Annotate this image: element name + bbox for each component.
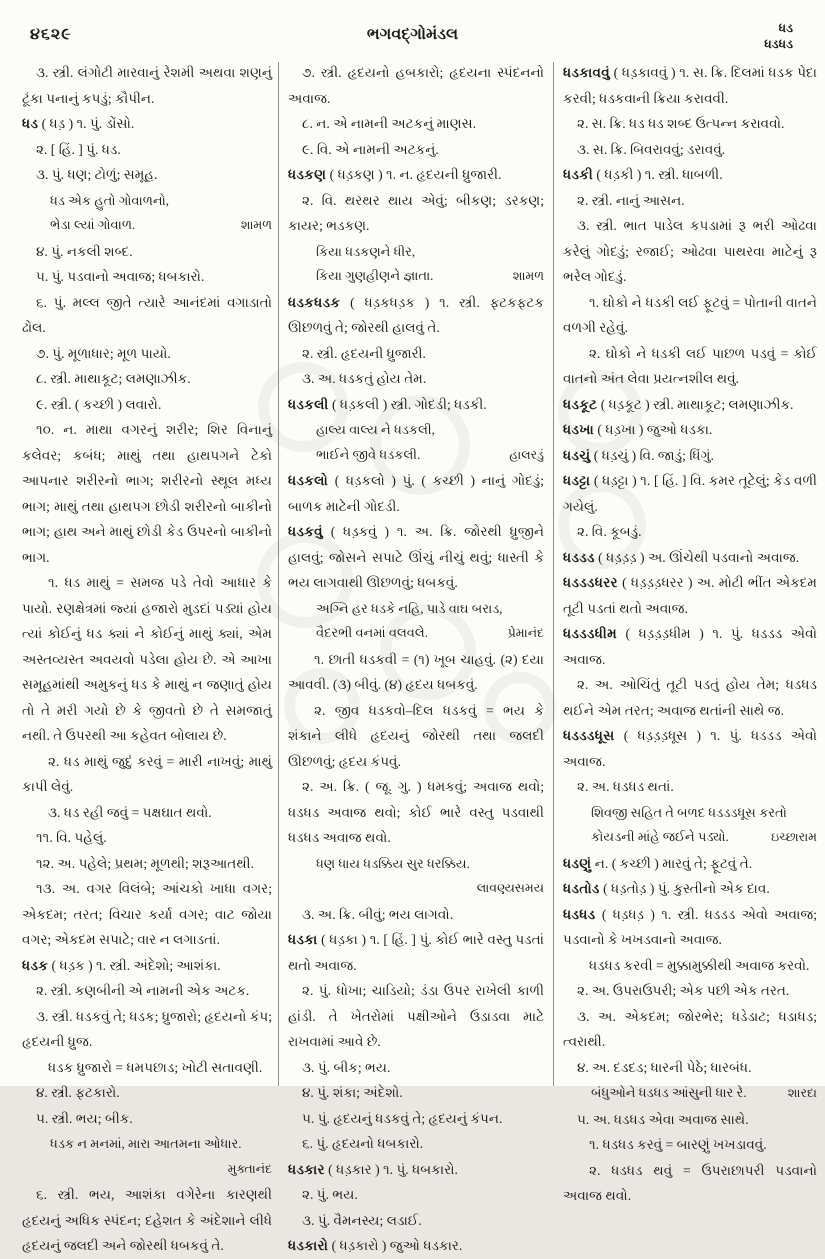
verse-author: હાલરડું	[509, 447, 544, 462]
verse-line	[316, 597, 544, 622]
dictionary-entry: ધડકાર ( ધડ઼કાર ) ૧. પું. ધબકારો.	[288, 1161, 458, 1177]
verse-text: ભેડા લ્યાં ગોવાળ.	[50, 217, 136, 232]
dictionary-entry: ધડતોડ ( ધડ઼તોડ઼ ) પું. કુસ્તીનો એક દાવ.	[563, 881, 770, 896]
verse-quote	[288, 852, 544, 901]
verse-text: બંધુઓને ધડધડ આંસુની ધાર રે.	[591, 1085, 747, 1100]
idiom-item: ૩. ધડ રહી જવું = પક્ષઘાત થવો.	[48, 804, 212, 820]
sense-item: ૪. પું. નકલી શબ્દ.	[36, 243, 133, 259]
sense-item: ૭. પું. મૂળાધાર; મૂળ પાયો.	[36, 345, 171, 361]
headword: ધડડડધીમ	[563, 626, 617, 641]
sense-item: ૩. પું. ધણ; ટોળું; સમૂહ.	[36, 167, 158, 182]
sense-item: ૩. અ. ધડકતું હોય તેમ.	[302, 371, 427, 386]
verse-text: ધડ એક હુતો ગોવાળનો,	[50, 192, 170, 208]
dictionary-entry: ધડ ( ધડ઼ ) ૧. પું. ડોંસો.	[22, 116, 135, 131]
verse-author: પ્રેમાનંદ	[507, 626, 544, 640]
verse-line	[50, 1157, 272, 1182]
sense-item: ૬. પું. હૃદયનો ધબકારો.	[302, 1136, 424, 1151]
verse-author: શામળ	[240, 218, 272, 232]
dictionary-entry: ધડડડધીમ ( ધડ઼ડ઼ડ઼ધીમ ) ૧. પું. ધડડડ એવો અવાજ.	[563, 626, 817, 667]
sense-item: ૧૩. અ. વગર વિલંબે; આંચકો ખાધા વગર; એકદમ; તરત; વિચાર કર્યા વગર; વાટ જોયા વગર; એકદમ સપાટે; વાર ન લગાડતાં.	[22, 881, 272, 947]
verse-text: ધણ ધાય ધડક્કિય સુર ધરક્કિય.	[316, 855, 470, 871]
headword: ધડકાર	[288, 1161, 325, 1177]
verse-text: ધડક ન મનમાં, મારા આતમના ઓધાર.	[50, 1136, 242, 1151]
verse-quote	[288, 418, 544, 467]
dictionary-entry: ધડકણ ( ધડ઼કણ ) ૧. ન. હૃદયની ધ્રુજારી.	[288, 167, 502, 182]
sense-item: ૩. અ. ક્રિ. બીવું; ભય લાગવો.	[302, 906, 454, 922]
sense-item: ૩. સ્ત્રી. લંગોટી મારવાનું રેશમી અથવા શણનું ટૂંકા પનાનું કપડું; કૌપીન.	[22, 65, 272, 106]
verse-text: ભાઈને જીવે ધડકલી.	[316, 446, 421, 462]
sense-item: ૨. વિ. થરથર થાય એવું; બીકણ; ડરકણ; કાયર; ભડકણ.	[288, 192, 544, 233]
dictionary-entry: ધડટ્ટા ( ધડ઼ટ્ટા ) ૧. [ હિં. ] વિ. કમર તૂટેલું; કેડ વળી ગયેલું.	[563, 473, 817, 514]
sense-item: ૧૨. અ. પહેલે; પ્રથમ; મૂળથી; શરૂઆતથી.	[36, 855, 254, 871]
verse-author: શામળ	[512, 269, 544, 283]
headword: ધડટ્ટા	[563, 473, 591, 488]
dictionary-entry: ધડધડ ( ધડ઼ધડ઼ ) ૧. સ્ત્રી. ધડડડ એવો અવાજ; પડવાનો કે ખખડવાનો અવાજ.	[563, 906, 817, 947]
sense-item: ૨. અ. ધડધડ થતાં.	[577, 779, 674, 794]
headword: ધડડડધૂસ	[563, 728, 615, 743]
sense-item: ૪. અ. દડદડ; ધારની પેઠે; ધારબંધ.	[577, 1059, 752, 1075]
verse-quote	[22, 1132, 272, 1181]
verse-quote	[288, 240, 544, 289]
dictionary-entry: ધડખા ( ધડ઼ખા ) જુઓ ધડકા.	[563, 422, 713, 437]
headword: ધડધડ	[563, 906, 596, 922]
verse-text: કિયા ધડકણને ધીર,	[316, 243, 416, 259]
verse-author: મુક્તાનંદ	[227, 1161, 272, 1176]
verse-line	[316, 876, 544, 901]
sense-item: ૨. સ્ત્રી. નાનું આસન.	[577, 192, 685, 208]
sense-item: ૫. પું. હૃદયનું ધડકવું તે; હૃદયનું કંપન.	[302, 1110, 503, 1126]
verse-quote	[563, 801, 817, 850]
sense-item: ૮. ન. એ નામની અટકનું માણસ.	[302, 116, 476, 131]
text-columns	[22, 60, 817, 1253]
column-2	[279, 60, 553, 1253]
headword: ધડક	[22, 957, 49, 973]
column-1	[22, 60, 278, 1253]
sense-item: ૨. વિ. કૂબડું.	[577, 524, 642, 539]
dictionary-entry: ધડકા ( ધડ઼કા ) ૧. [ હિં. ] પું. કોઈ ભારે વસ્તુ પડતાં થતો અવાજ.	[288, 932, 544, 973]
headword: ધડડડધરર	[563, 575, 618, 590]
dictionary-entry: ધડકાવવું ( ધડ઼કાવવું ) ૧. સ. ક્રિ. દિલમાં ધડક પેદા કરવી; ધડકવાની ક્રિયા કરાવવી.	[563, 65, 817, 106]
sense-item: ૧૦. ન. માથા વગરનું શરીર; શિર વિનાનું કલેવર; કબંધ; માથું તથા હાથપગને ટેકો આપનાર શરીરનો ભાગ; શરીરનો સ્થૂલ મધ્ય ભાગ; માથું તથા હાથપગ છોડી શરીરનો બાકીનો ભાગ; હાથ અને માથું છોડી કેડ ઉપરનો બાકીનો ભાગ.	[22, 422, 272, 565]
verse-author: લાવણ્યસમય	[476, 881, 544, 895]
headword: ધડકાવવું	[563, 65, 610, 80]
sense-item: ૩. અ. એકદમ; જોરભેર; ધડેડાટ; ધડાધડ; ત્વરાથી.	[563, 1008, 817, 1049]
sense-item: ૨. અ. ઓચિંતું તૂટી પડતું હોય તેમ; ધડધડ થઈને એમ તરત; અવાજ થતાંની સાથે જ.	[563, 677, 817, 718]
idiom-item: ૧. ઘોકો ને ધડકી લઈ ફૂટવું = પોતાની વાતને વળગી રહેવું.	[563, 294, 817, 335]
guide-word-last: ધડધડ	[764, 37, 793, 51]
idiom-item: ૨. ઘોકો ને ધડકી લઈ પાછળ પડવું = કોઈ વાતનો અંત લેવા પ્રયત્નશીલ થવું.	[563, 345, 817, 386]
sense-item: ૯. વિ. એ નામની અટકનું.	[302, 141, 439, 157]
sense-item: ૪. પું. શંકા; અંદેશો.	[302, 1085, 403, 1100]
guide-word-first: ધડ	[778, 21, 793, 35]
headword: ધડચું	[563, 447, 591, 463]
sense-item: ૨. સ. ક્રિ. ધડ ધડ શબ્દ ઉત્પન્ન કરાવવો.	[577, 116, 785, 131]
dictionary-entry: ધડકલો ( ધડ઼કલો ) પું. ( કચ્છી ) નાનું ગોદડું; બાળક માટેની ગોદડી.	[288, 473, 544, 514]
verse-text: કિયા ગુણહીણને જ્ઞાતા.	[316, 268, 434, 283]
verse-author: શારદા	[787, 1086, 817, 1100]
headword: ધડકૂટ	[563, 396, 598, 412]
page-header	[0, 20, 825, 64]
sense-item: ૫. પું. પડવાનો અવાજ; ધબકારો.	[36, 269, 205, 284]
headword: ધડખા	[563, 422, 595, 437]
idiom-item: ૧. ધડ માથું = સમજ પડે તેવો આધાર કે પાયો. રણક્ષેત્રમાં જ્યાં હજારો મુડદાં પડ્યાં હોય ત્યાં કોઈનું ધડ ક્યાં ને કોઈનું માથું ક્યાં, એમ અસ્તવ્યસ્ત અવયવો પડેલા હોય છે. એ આખા સમૂહમાંથી અમુકનું ધડ કે માથું ન જણાતું હોય તો તે મરી ગયો છે કે જીવતો છે તે સમજાતું નથી. તે ઉપરથી આ કહેવત બોલાય છે.	[22, 575, 272, 743]
dictionary-entry: ધડકધડક ( ધડ઼કધડ઼ક ) ૧. સ્ત્રી. ફટકફટક ઊછળવું તે; જોરથી હાલવું તે.	[288, 294, 544, 335]
dictionary-entry: ધડકલી ( ધડ઼કલી ) સ્ત્રી. ગોદડી; ધડકી.	[288, 396, 487, 412]
sense-item: ૩. સ. ક્રિ. બિવરાવવું; ડરાવવું.	[577, 141, 726, 157]
verse-line	[316, 240, 544, 265]
dictionary-entry: ધડડડધરર ( ધડ઼ડ઼ડ઼ધરર ) અ. મોટી ભીંત એકદમ તૂટી પડતાં થતો અવાજ.	[563, 575, 817, 616]
headword: ધડકલો	[288, 473, 329, 488]
verse-text: વૈદરભી વનમાં વલવલે.	[316, 625, 428, 640]
sense-item: ૩. સ્ત્રી. ધડકવું તે; ધડક; ધ્રુજારો; હૃદયનો કંપ; હૃદયની ધ્રુજ.	[22, 1008, 272, 1049]
verse-line	[316, 443, 544, 468]
idiom-item: ધડક ધ્રુજારો = ધમપછાડ; ખોટી સતાવણી.	[48, 1059, 263, 1075]
sense-item: ૨. સ્ત્રી. કણબીની એ નામની એક અટક.	[36, 983, 250, 998]
sense-item: ૧૧. વિ. પહેલું.	[36, 830, 107, 845]
dictionary-entry: ધડચું ( ધડ઼ચું ) વિ. જાડું; ધિંગું.	[563, 447, 714, 463]
verse-line	[316, 418, 544, 443]
dictionary-entry: ધડડડધૂસ ( ધડ઼ડ઼ડ઼ધૂસ ) ૧. પું. ધડડડ એવો અવાજ.	[563, 728, 817, 769]
verse-line	[316, 264, 544, 289]
verse-quote	[563, 1081, 817, 1106]
verse-line	[591, 1081, 817, 1106]
headword: ધડકા	[288, 932, 318, 947]
sense-item: ૩. પું. વૈમનસ્ય; લડાઈ.	[302, 1212, 422, 1228]
verse-line	[50, 1132, 272, 1157]
sense-item: ૫. સ્ત્રી. ભય; બીક.	[36, 1110, 133, 1126]
sense-item: ૯. સ્ત્રી. ( કચ્છી ) લવારો.	[36, 396, 162, 412]
sense-item: ૨. સ્ત્રી. હૃદયની ધ્રુજારી.	[302, 345, 426, 361]
verse-author: ઇચ્છારામ	[771, 830, 817, 844]
dictionary-entry: ધડકી ( ધડ઼કી ) ૧. સ્ત્રી. ધાબળી.	[563, 167, 723, 182]
sense-item: ૬. સ્ત્રી. ભય, આશંકા વગેરેના કારણથી હૃદયનું અધિક સ્પંદન; દહેશત કે અંદેશાને લીધે હૃદયનું જલદી અને જોરથી ધબકવું તે.	[22, 1187, 272, 1253]
sense-item: ૩. પું. બીક; ભય.	[302, 1059, 391, 1075]
verse-line	[591, 801, 817, 826]
page-title: ભગવદ્ગોમંડલ	[366, 26, 459, 43]
sense-item: ૨. પું. ધોખા; ચાડિયો; ડંડા ઉપર રાખેલી કાળી હાંડી. તે ખેતરોમાં પક્ષીઓને ઉડાડવા માટે રાખવામાં આવે છે.	[288, 983, 544, 1049]
sense-item: ૨. [ હિં. ] પું. ધડ.	[36, 141, 121, 157]
verse-text: શિવજી સહિત તે બળદ ધડડડધૂસ કરતો	[591, 804, 787, 820]
sense-item: ૨. અ. ઉપરાઉપરી; એક પછી એક તરત.	[577, 983, 790, 998]
page-number: ૪૬૨૯	[30, 26, 72, 43]
dictionary-entry: ધડડડ ( ધડ઼ડ઼ડ઼ ) અ. ઊંચેથી પડવાનો અવાજ.	[563, 549, 800, 565]
idiom-item: ૧. છાતી ધડકવી = (૧) ખૂબ ચાહવું. (૨) દયા આવવી. (૩) બીવું. (૪) હૃદય ધબકવું.	[288, 651, 544, 692]
verse-text: અગ્નિ હર ધડકે નહિ, પાડે વાઘ બરાડ,	[316, 600, 503, 616]
dictionary-entry: ધડકવું ( ધડ઼કવું ) ૧. અ. ક્રિ. જોરથી ધ્રુજીને હાલવું; જોસને સપાટે ઊંચું નીચું થવું; ધાસ્તી કે ભય લાગવાથી ઊછળવું; ધબકવું.	[288, 524, 544, 590]
sense-item: ૨. અ. ક્રિ. ( જૂ. ગુ. ) ધમકવું; અવાજ થવો; ધડધડ અવાજ થવો; કોઈ ભારે વસ્તુ પડવાથી ધડધડ અવાજ થવો.	[288, 779, 544, 845]
idiom-item: ધડધડ કરવી = મુક્કામુક્કીથી અવાજ કરવો.	[589, 957, 810, 973]
idiom-item: ૨. ધડધડ થવું = ઉપરાછાપરી પડવાનો અવાજ થવો.	[563, 1162, 817, 1203]
sense-item: ૭. સ્ત્રી. હૃદયનો હબકારો; હૃદયના સ્પંદનનો અવાજ.	[288, 65, 544, 106]
headword: ધડ	[22, 116, 39, 131]
verse-quote	[22, 189, 272, 238]
headword: ધડણું	[563, 855, 592, 871]
dictionary-entry: ધડકારો ( ધડ઼કારો ) જુઓ ધડકાર.	[288, 1238, 463, 1253]
guide-words	[764, 20, 793, 52]
headword: ધડતોડ	[563, 881, 600, 896]
sense-item: ૬. પું. મલ્લ જીતે ત્યારે આનંદમાં વગાડાતો ઢોલ.	[22, 294, 272, 335]
verse-quote	[288, 597, 544, 646]
verse-line	[50, 213, 272, 238]
headword: ધડકારો	[288, 1238, 329, 1253]
headword: ધડકણ	[288, 167, 327, 182]
verse-line	[316, 852, 544, 877]
sense-item: ૩. સ્ત્રી. ભાત પાડેલ કપડામાં રૂ ભરી ઓઢવા કરેલું ગોદડું; રજાઈ; ઓઢવા પાથરવા માટેનું રૂ ભરેલ ગોદડું.	[563, 218, 817, 284]
sense-item: ૮. સ્ત્રી. માથાકૂટ; લમણાઝીક.	[36, 371, 191, 386]
headword: ધડડડ	[563, 549, 595, 565]
idiom-item: ૨. ધડ માથું જુદું કરવું = મારી નાખવું; માથું કાપી લેવું.	[22, 753, 272, 794]
sense-item: ૨. પું. ભય.	[302, 1187, 358, 1202]
dictionary-entry: ધડક ( ધડ઼ક ) ૧. સ્ત્રી. અંદેશો; આશંકા.	[22, 957, 221, 973]
verse-line	[316, 621, 544, 646]
headword: ધડકી	[563, 167, 594, 182]
column-3	[554, 60, 817, 1203]
headword: ધડકલી	[288, 396, 329, 412]
sense-item: ૫. અ. ધડધડ એવા અવાજ સાથે.	[577, 1111, 749, 1127]
sense-item: ૪. સ્ત્રી. ફટકારો.	[36, 1085, 120, 1100]
verse-text: કોયડની માંહે જઈને પડ્યો.	[591, 829, 729, 844]
verse-line	[50, 189, 272, 214]
verse-text: હાલ્ય વાલ્ય ને ધડકલી,	[316, 422, 435, 437]
headword: ધડકવું	[288, 524, 323, 539]
dictionary-entry: ધડકૂટ ( ધડ઼કૂટ ) સ્ત્રી. માથાકૂટ; લમણાઝીક.	[563, 396, 794, 412]
idiom-item: ૧. ધડધડ કરવું = બારણું ખખડાવવું.	[589, 1137, 767, 1152]
idiom-item: ૨. જીવ ધડકવો–દિલ ધડકવું = ભય કે શંકાને લીધે હૃદયનું જોરથી તથા જલદી ઊછળવું; હૃદય કંપવું.	[288, 702, 544, 769]
verse-line	[591, 825, 817, 850]
headword: ધડકધડક	[288, 294, 341, 310]
dictionary-entry: ધડણું ન. ( કચ્છી ) મારવું તે; ફૂટવું તે.	[563, 855, 753, 871]
